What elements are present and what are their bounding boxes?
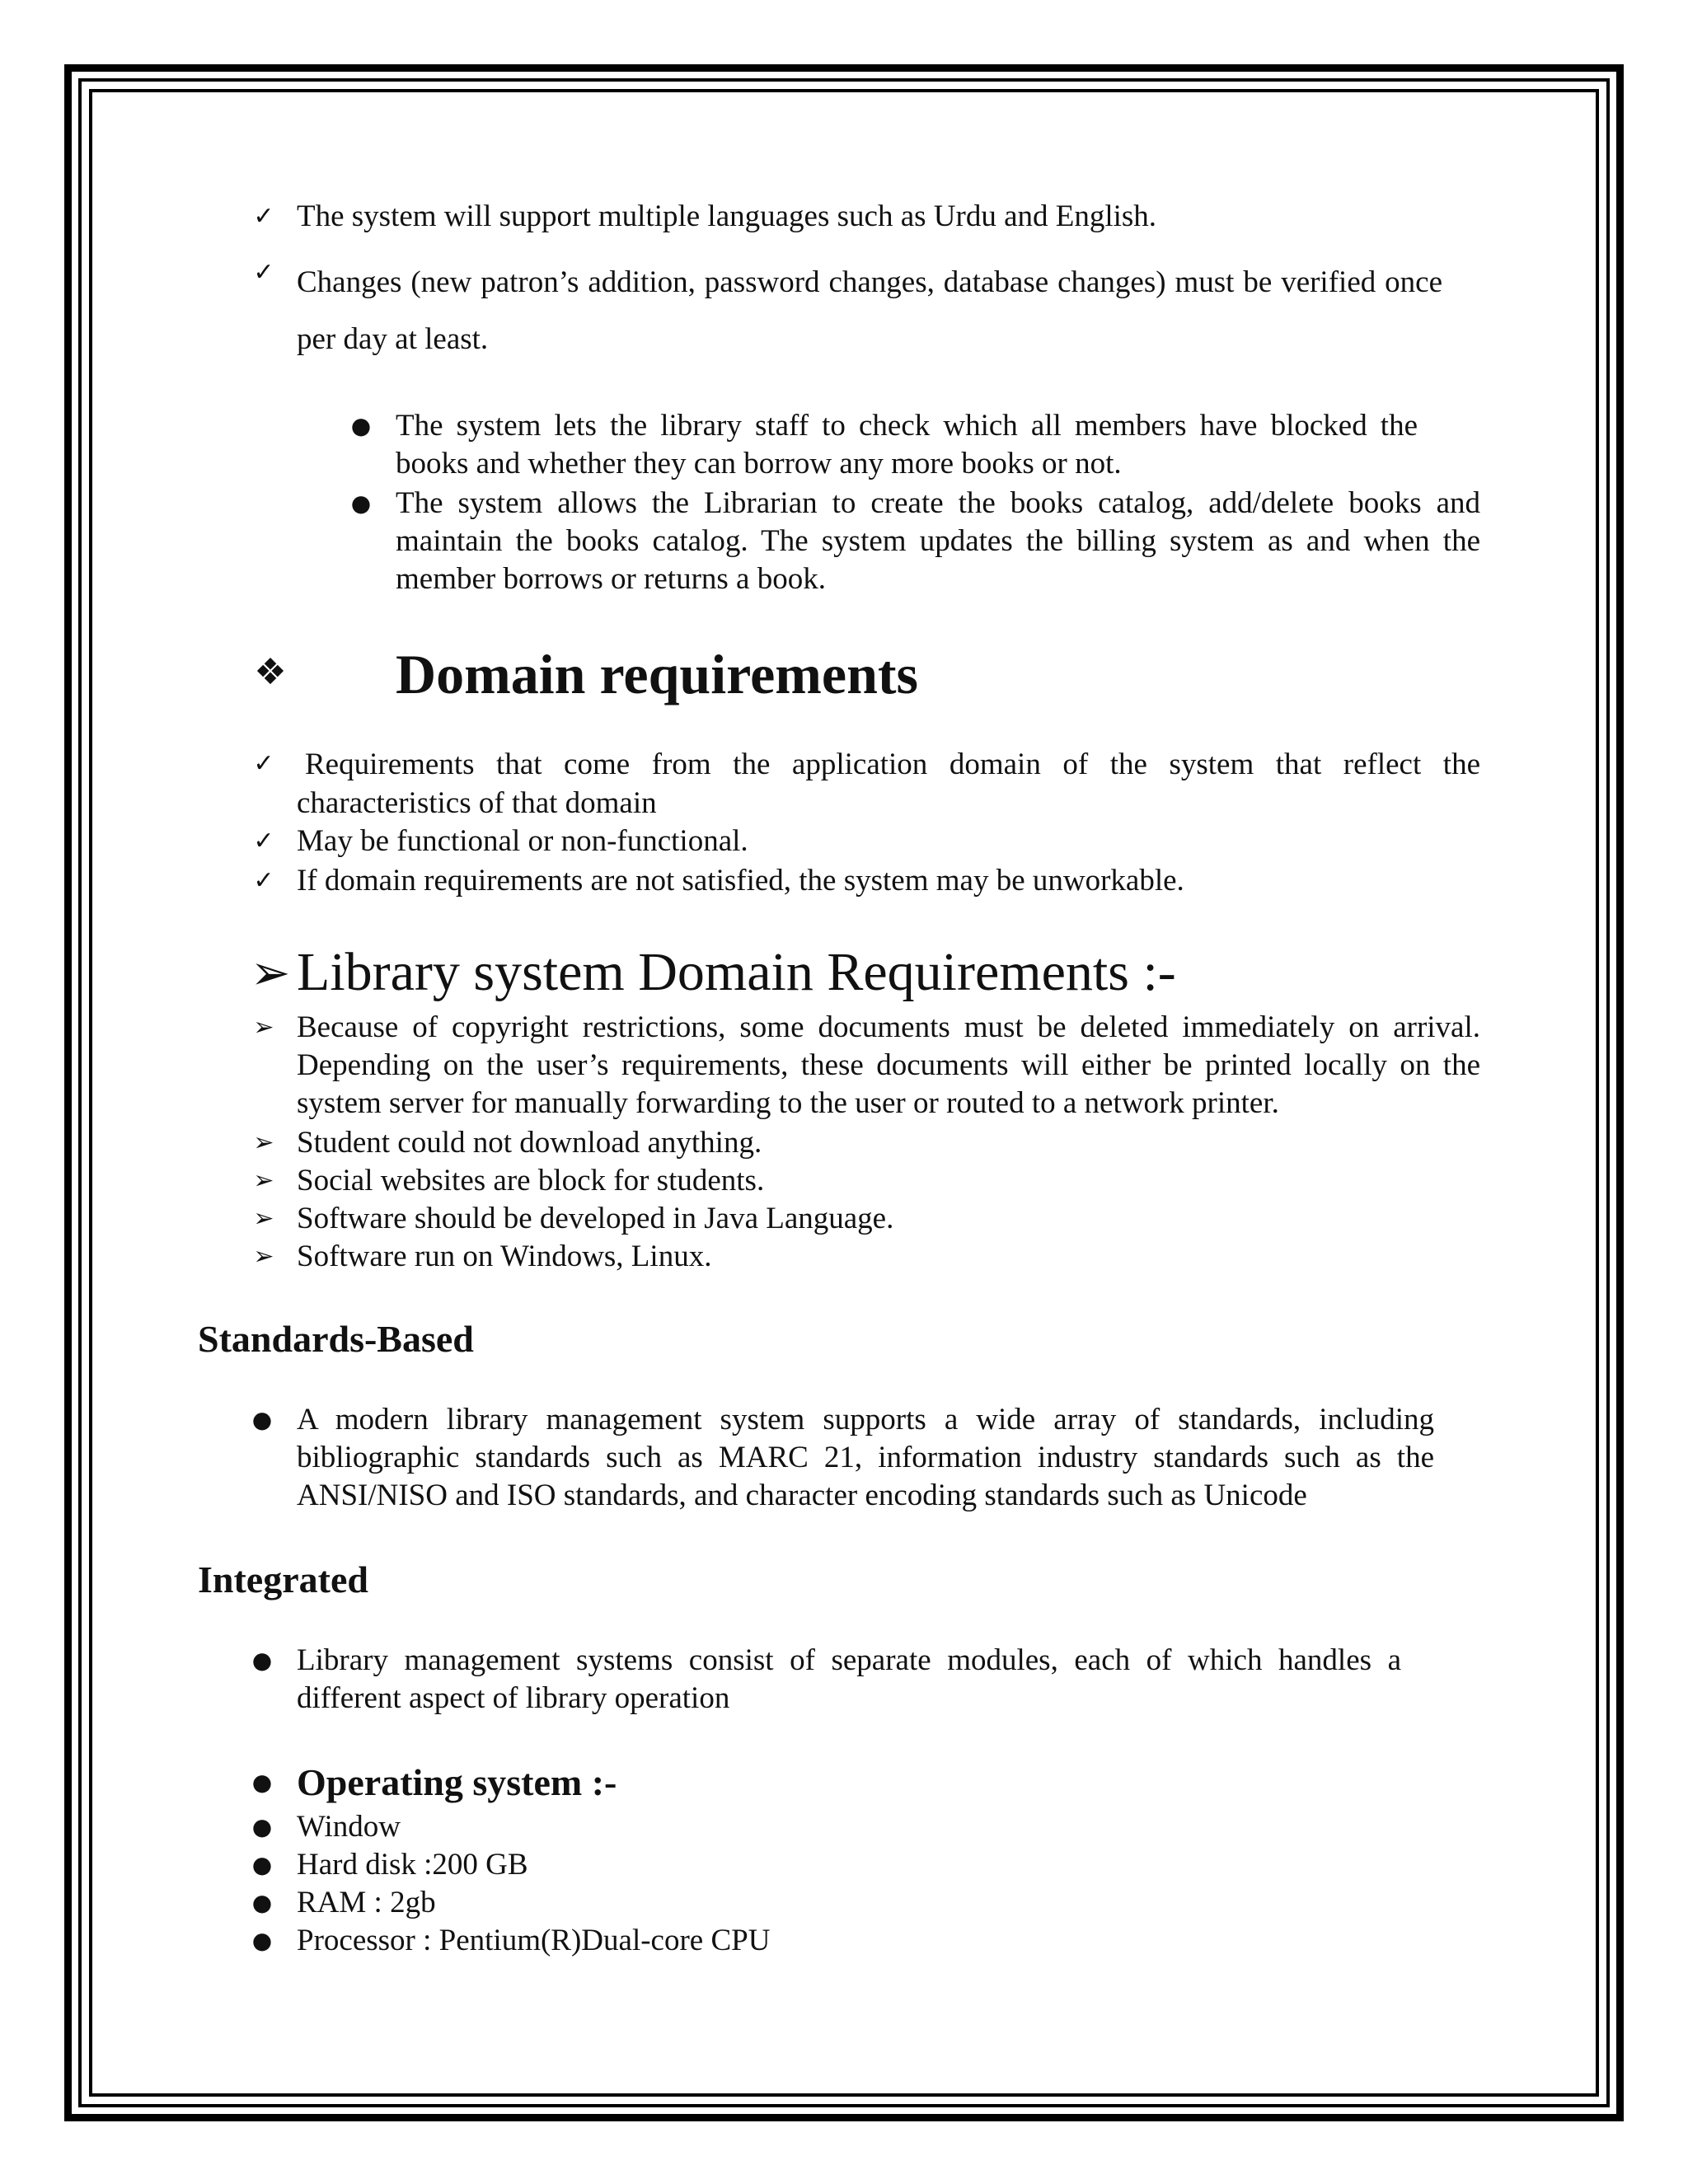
list-item-text: Because of copyright restrictions, some documents must be deleted immediately on arrival. Depending on the user’s requirements, these documents will either be printed locally on the system server for manually forwarding to the user or routed to a network printer. — [297, 1010, 1480, 1120]
list-item-text: Requirements that come from the application domain of the system that reflect the characteristics of that domain — [297, 748, 1480, 820]
bullet-dot-icon: ● — [251, 1889, 273, 1916]
bullet-dot-icon: ● — [251, 1927, 273, 1954]
list-item-text: Processor : Pentium(R)Dual-core CPU — [297, 1924, 771, 1957]
list-item-text: Changes (new patron’s addition, password changes, database changes) must be verified once per day at least. — [297, 265, 1442, 356]
bullet-dot-icon: ● — [251, 1647, 273, 1674]
arrow-bullet-icon: ➢ — [253, 1128, 274, 1157]
bullet-dot-icon: ● — [251, 1769, 273, 1796]
bullet-dot-icon: ● — [251, 1851, 273, 1878]
list-item-text: The system allows the Librarian to create the books catalog, add/delete books and maintain the books catalog. The system updates the billing system as and when the member borrows or returns a book. — [396, 486, 1480, 596]
list-item-text: A modern library management system supports a wide array of standards, including bibliographic standards such as MARC 21, information industry standards such as the ANSI/NISO and ISO standards, and character encoding standards such as Unicode — [297, 1403, 1434, 1512]
bullet-dot-icon: ● — [251, 1813, 273, 1840]
bullet-dot-icon: ● — [251, 1406, 273, 1433]
bullet-dot-icon: ● — [350, 490, 372, 517]
check-mark-icon: ✓ — [253, 258, 274, 287]
check-mark-icon: ✓ — [253, 827, 274, 855]
list-item-text: Software should be developed in Java Language. — [297, 1202, 894, 1235]
check-mark-icon: ✓ — [253, 866, 274, 895]
integrated-heading: Integrated — [198, 1558, 368, 1601]
list-item-text: RAM : 2gb — [297, 1886, 436, 1919]
arrow-bullet-icon: ➢ — [253, 1242, 274, 1271]
list-item-text: Social websites are block for students. — [297, 1164, 765, 1197]
domain-requirements-heading: Domain requirements — [396, 643, 919, 705]
list-item-text: Hard disk :200 GB — [297, 1848, 528, 1882]
library-domain-heading: Library system Domain Requirements :- — [297, 942, 1176, 1002]
arrow-bullet-icon: ➢ — [250, 944, 291, 1001]
list-item-text: The system will support multiple languages such as Urdu and English. — [297, 199, 1157, 233]
check-mark-icon: ✓ — [253, 202, 274, 231]
list-item-text: Window — [297, 1810, 401, 1844]
standards-based-heading: Standards-Based — [198, 1318, 474, 1360]
operating-system-heading: Operating system :- — [297, 1761, 617, 1803]
list-item-text: May be functional or non-functional. — [297, 824, 748, 858]
bullet-dot-icon: ● — [350, 412, 372, 439]
four-diamond-icon: ❖ — [254, 651, 287, 693]
check-mark-icon: ✓ — [253, 749, 274, 778]
list-item-text: Library management systems consist of separate modules, each of which handles a different aspect of library operation — [297, 1643, 1401, 1715]
list-item-text: If domain requirements are not satisfied, the system may be unworkable. — [297, 864, 1184, 898]
list-item-text: Student could not download anything. — [297, 1126, 762, 1160]
arrow-bullet-icon: ➢ — [253, 1166, 274, 1195]
list-item-text: Software run on Windows, Linux. — [297, 1240, 712, 1273]
arrow-bullet-icon: ➢ — [253, 1013, 274, 1042]
arrow-bullet-icon: ➢ — [253, 1204, 274, 1233]
list-item-text: The system lets the library staff to check which all members have blocked the books and whether they can borrow any more books or not. — [396, 409, 1418, 480]
